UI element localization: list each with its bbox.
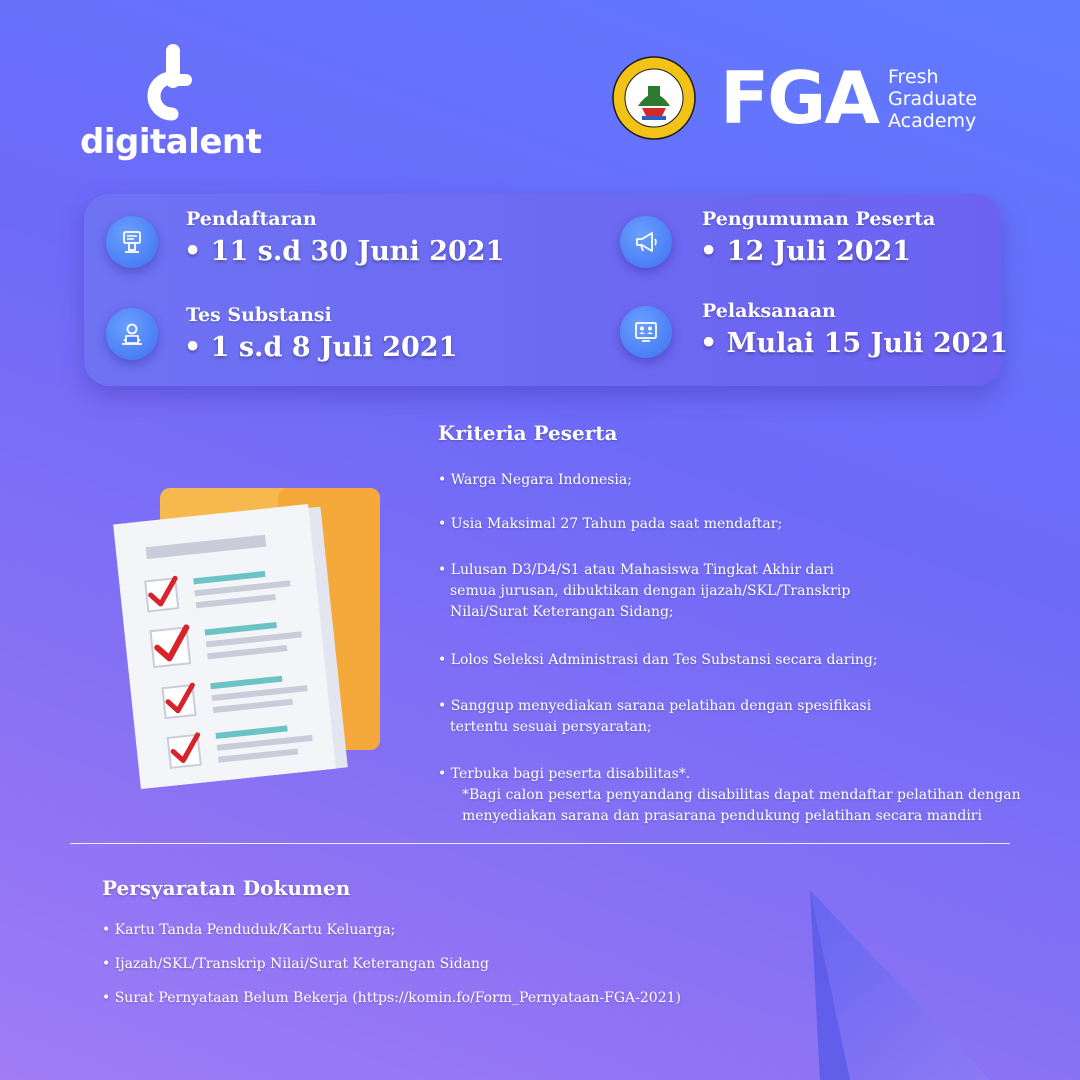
fga-fullname-line: Academy	[888, 110, 977, 132]
criteria-line: Nilai/Surat Keterangan Sidang;	[450, 604, 674, 620]
schedule-title: Pengumuman Peserta	[702, 208, 936, 230]
criteria-item	[438, 764, 1021, 827]
criteria-item	[438, 470, 632, 491]
criteria-line: • Terbuka bagi peserta disabilitas*.	[438, 766, 691, 782]
schedule-title: Tes Substansi	[186, 304, 332, 326]
criteria-line: • Sanggup menyediakan sarana pelatihan dengan spesifikasi	[438, 698, 872, 714]
decorative-triangle-shape	[790, 880, 1080, 1080]
schedule-date: • 12 Juli 2021	[700, 236, 912, 267]
schedule-title: Pelaksanaan	[702, 300, 836, 322]
criteria-item	[438, 514, 782, 535]
schedule-card	[84, 194, 1009, 386]
schedule-title: Pendaftaran	[186, 208, 317, 230]
criteria-line: • Warga Negara Indonesia;	[438, 472, 632, 488]
criteria-line: • Lolos Seleksi Administrasi dan Tes Substansi secara daring;	[438, 652, 878, 668]
documents-title: Persyaratan Dokumen	[102, 876, 351, 900]
user-laptop-icon	[106, 308, 158, 360]
registration-kiosk-icon	[106, 216, 158, 268]
digitalent-mark-icon	[132, 44, 192, 122]
criteria-line: semua jurusan, dibuktikan dengan ijazah/SKL/Transkrip	[450, 583, 851, 599]
fga-fullname-line: Graduate	[888, 88, 978, 110]
criteria-title: Kriteria Peserta	[438, 421, 618, 445]
document-item: • Kartu Tanda Penduduk/Kartu Keluarga;	[102, 922, 396, 938]
document-item: • Surat Pernyataan Belum Bekerja (https://komin.fo/Form_Pernyataan-FGA-2021)	[102, 990, 681, 1006]
schedule-date: • 11 s.d 30 Juni 2021	[184, 236, 505, 267]
criteria-line: • Usia Maksimal 27 Tahun pada saat mendaftar;	[438, 516, 783, 532]
university-seal-icon	[612, 56, 696, 140]
criteria-item	[438, 560, 850, 623]
section-divider	[70, 843, 1010, 844]
criteria-note-line: menyediakan sarana dan prasarana pendukung pelatihan secara mandiri	[462, 808, 982, 824]
digitalent-wordmark: digitalent	[80, 122, 262, 162]
digitalent-logo	[80, 44, 262, 164]
fga-fullname-line: Fresh	[888, 66, 939, 88]
video-meeting-icon	[620, 306, 672, 358]
criteria-note-line: *Bagi calon peserta penyandang disabilitas dapat mendaftar pelatihan dengan	[462, 787, 1021, 803]
criteria-line: tertentu sesuai persyaratan;	[450, 719, 652, 735]
document-item: • Ijazah/SKL/Transkrip Nilai/Surat Keterangan Sidang	[102, 956, 490, 972]
schedule-date: • Mulai 15 Juli 2021	[700, 328, 1009, 359]
criteria-item	[438, 650, 878, 671]
criteria-item	[438, 696, 871, 738]
megaphone-icon	[620, 216, 672, 268]
schedule-date: • 1 s.d 8 Juli 2021	[184, 332, 458, 363]
fga-wordmark: FGA	[720, 56, 879, 140]
criteria-line: • Lulusan D3/D4/S1 atau Mahasiswa Tingkat Akhir dari	[438, 562, 835, 578]
fga-fullname	[888, 66, 977, 132]
checklist-document-illustration	[108, 480, 398, 790]
